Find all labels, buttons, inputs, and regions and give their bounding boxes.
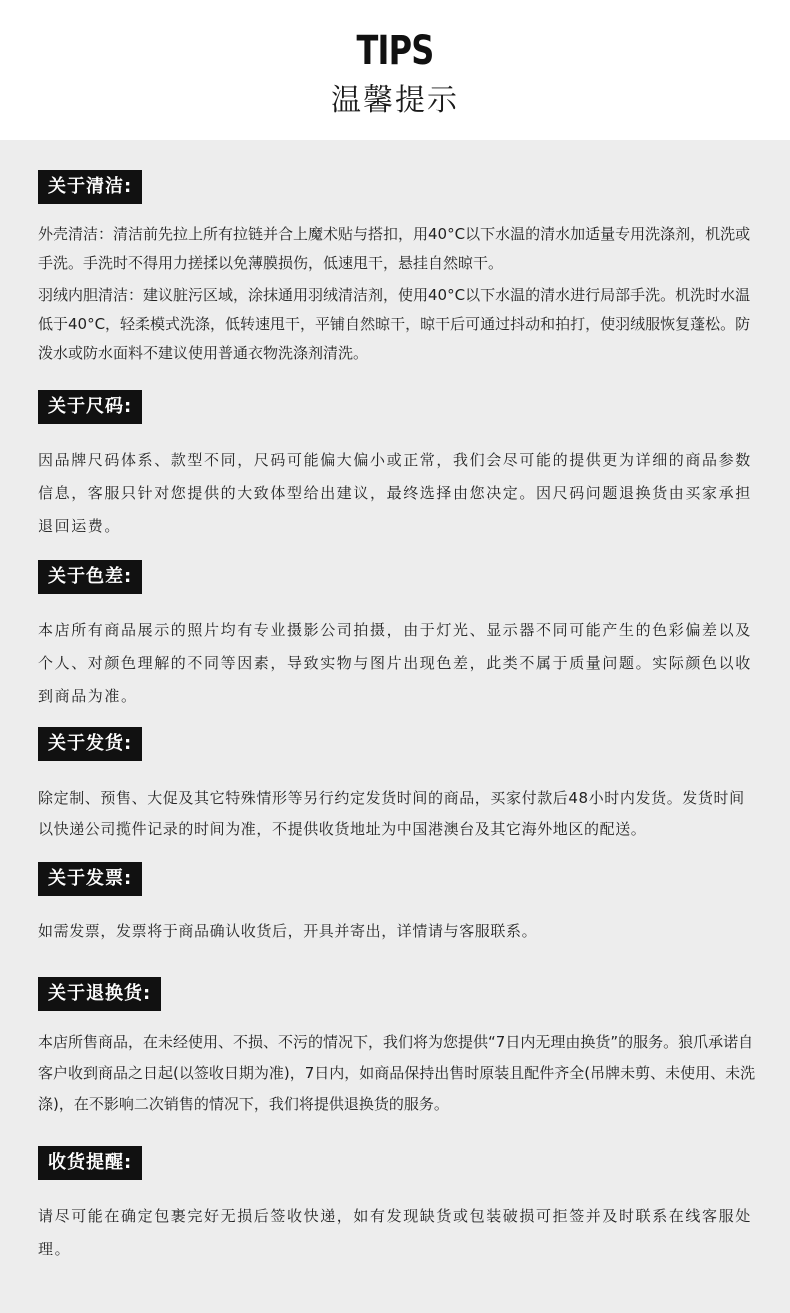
section-invoice — [38, 862, 758, 947]
returns-text: 本店所售商品，在未经使用、不损、不污的情况下，我们将为您提供“7日内无理由换货”的服务。狼爪承诺自客户收到商品之日起(以签收日期为准)，7日内，如商品保持出售时原装且配件齐全(吊牌未剪、未使用、未洗涤)，在不影响二次销售的情况下，我们将提供退换货的服务。 — [38, 1033, 756, 1113]
section-returns — [38, 977, 758, 1120]
section-label-size: 关于尺码: — [38, 390, 142, 424]
section-color — [38, 560, 758, 713]
cleaning-inner-text: 羽绒内胆清洁：建议脏污区域，涂抹通用羽绒清洁剂，使用40°C以下水温的清水进行局部手洗。机洗时水温低于40°C，轻柔模式洗涤，低转速甩干，平铺自然晾干，晾干后可通过抖动和拍打，使羽绒服恢复蓬松。防泼水或防水面料不建议使用普通衣物洗涤剂清洗。 — [38, 286, 751, 362]
section-cleaning — [38, 170, 758, 368]
section-label-returns: 关于退换货: — [38, 977, 161, 1011]
section-shipping — [38, 727, 758, 845]
size-text: 因品牌尺码体系、款型不同，尺码可能偏大偏小或正常，我们会尽可能的提供更为详细的商品参数信息，客服只针对您提供的大致体型给出建议，最终选择由您决定。因尺码问题退换货由买家承担退回运费。 — [38, 451, 752, 535]
shipping-text: 除定制、预售、大促及其它特殊情形等另行约定发货时间的商品，买家付款后48小时内发货。发货时间以快递公司揽件记录的时间为准，不提供收货地址为中国港澳台及其它海外地区的配送。 — [38, 789, 745, 838]
header-banner — [0, 0, 790, 140]
tips-title-zh: 温馨提示 — [331, 83, 459, 118]
delivery-reminder-text: 请尽可能在确定包裹完好无损后签收快递，如有发现缺货或包装破损可拒签并及时联系在线客服处理。 — [38, 1207, 752, 1258]
section-label-invoice: 关于发票: — [38, 862, 142, 896]
tips-title-en: TIPS — [356, 28, 434, 74]
section-size — [38, 390, 758, 543]
color-text: 本店所有商品展示的照片均有专业摄影公司拍摄，由于灯光、显示器不同可能产生的色彩偏差以及个人、对颜色理解的不同等因素，导致实物与图片出现色差，此类不属于质量问题。实际颜色以收到商品为准。 — [38, 621, 752, 705]
section-label-cleaning: 关于清洁: — [38, 170, 142, 204]
cleaning-outer-text: 外壳清洁：清洁前先拉上所有拉链并合上魔术贴与搭扣，用40°C以下水温的清水加适量专用洗涤剂，机洗或手洗。手洗时不得用力搓揉以免薄膜损伤，低速甩干，悬挂自然晾干。 — [38, 225, 751, 272]
invoice-text: 如需发票，发票将于商品确认收货后，开具并寄出，详情请与客服联系。 — [38, 922, 538, 940]
section-label-color: 关于色差: — [38, 560, 142, 594]
section-delivery-reminder — [38, 1146, 758, 1266]
section-label-shipping: 关于发货: — [38, 727, 142, 761]
section-label-delivery-reminder: 收货提醒: — [38, 1146, 142, 1180]
